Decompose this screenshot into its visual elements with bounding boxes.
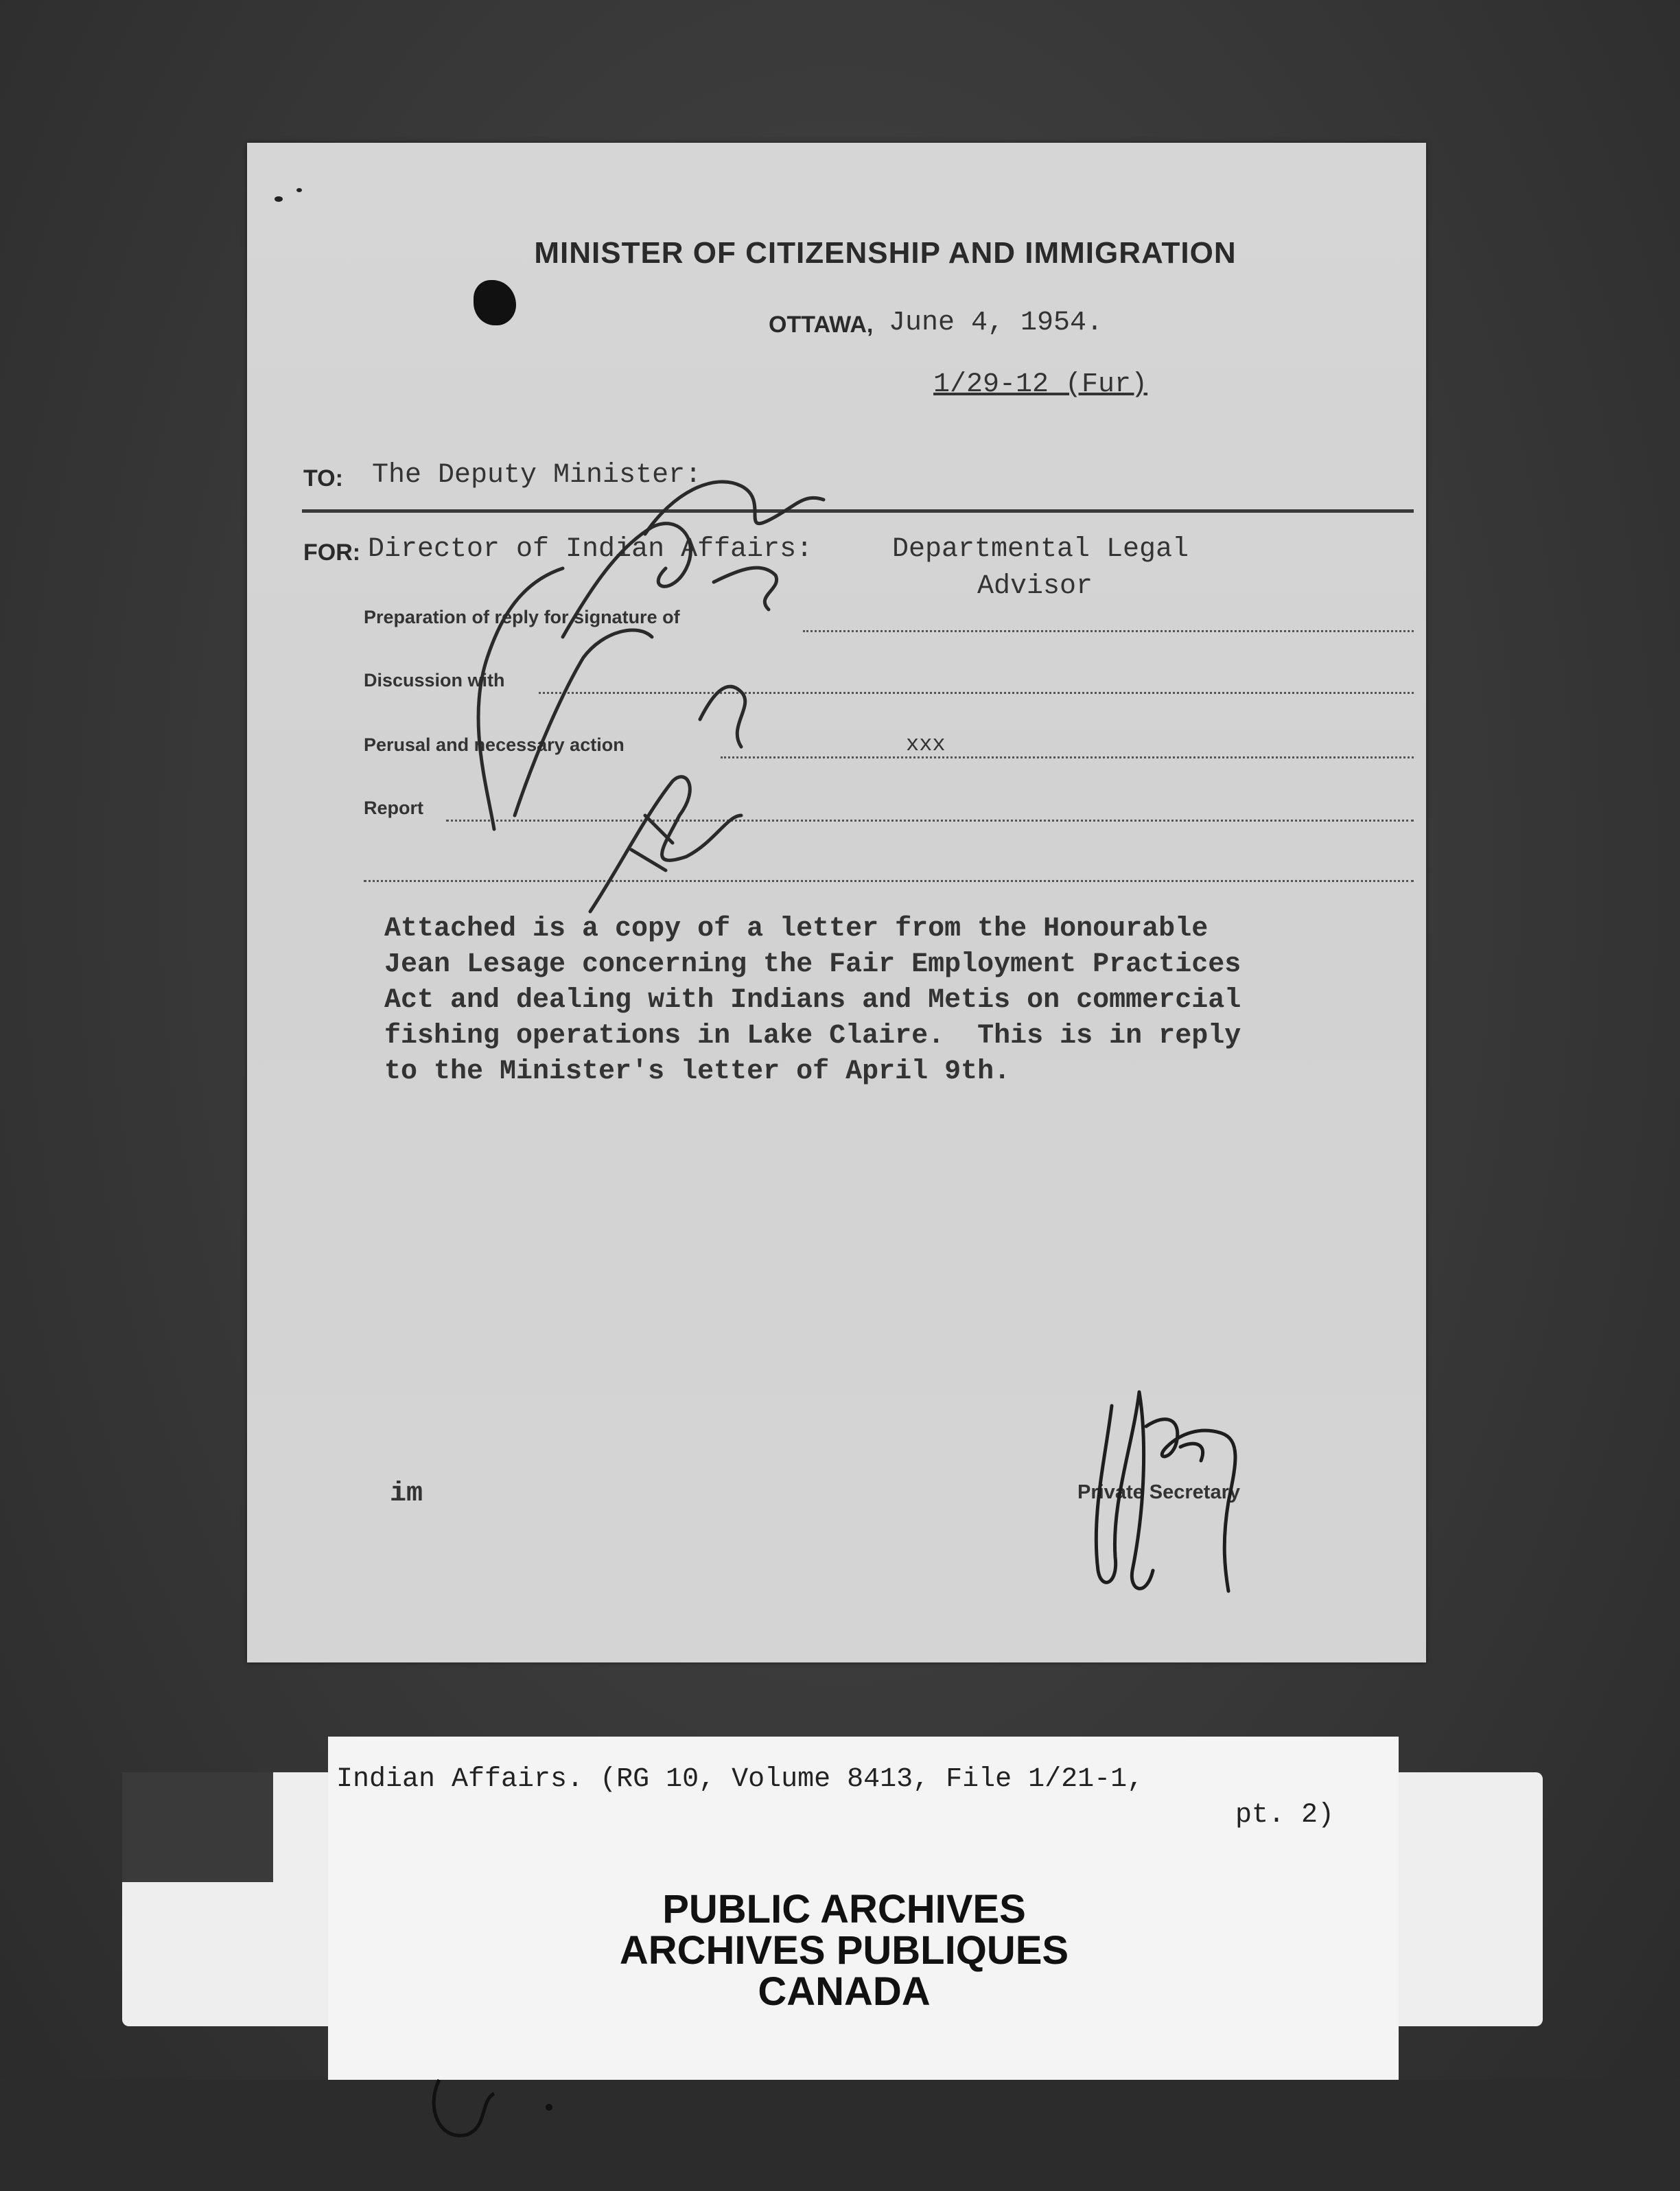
label-notch xyxy=(122,1772,273,1882)
form-item-perusal: Perusal and necessary action xyxy=(364,734,625,755)
archive-title-line: CANADA xyxy=(758,1969,931,2014)
letterhead-title: MINISTER OF CITIZENSHIP AND IMMIGRATION xyxy=(534,236,1237,270)
memo-sheet xyxy=(247,143,1426,1662)
file-reference: 1/29-12 (Fur) xyxy=(933,369,1148,400)
private-secretary-signature xyxy=(1064,1365,1270,1612)
place-label: OTTAWA, xyxy=(769,312,874,338)
to-value: The Deputy Minister: xyxy=(372,460,702,491)
body-line: Jean Lesage concerning the Fair Employment Practices xyxy=(384,949,1241,980)
film-scratch-mark xyxy=(412,2066,618,2162)
archive-reference-part: pt. 2) xyxy=(1235,1800,1335,1831)
perusal-mark: xxx xyxy=(906,732,946,757)
for-value: Director of Indian Affairs: xyxy=(368,534,813,565)
archive-title-line: ARCHIVES PUBLIQUES xyxy=(619,1928,1069,1973)
memo-date: June 4, 1954. xyxy=(889,308,1104,338)
archive-stamp-title xyxy=(522,1889,1167,2013)
typist-initials: im xyxy=(390,1479,423,1509)
for-label: FOR: xyxy=(303,540,361,566)
dust-speck xyxy=(296,188,302,192)
form-line xyxy=(803,630,1414,632)
to-label: TO: xyxy=(303,465,343,491)
handwritten-annotation xyxy=(357,431,837,966)
form-item-report: Report xyxy=(364,798,423,818)
body-line: Act and dealing with Indians and Metis on commercial xyxy=(384,985,1241,1016)
body-line: fishing operations in Lake Claire. This is in reply xyxy=(384,1021,1241,1052)
ink-blot xyxy=(474,280,516,325)
body-line: Attached is a copy of a letter from the Honourable xyxy=(384,914,1209,944)
archive-title-line: PUBLIC ARCHIVES xyxy=(662,1887,1026,1932)
for-value-secondary-2: Advisor xyxy=(977,571,1093,602)
form-item-discussion: Discussion with xyxy=(364,670,505,691)
for-value-secondary: Departmental Legal xyxy=(892,534,1189,565)
dust-speck xyxy=(275,196,283,202)
film-edge xyxy=(0,2080,1680,2191)
form-item-preparation: Preparation of reply for signature of xyxy=(364,607,680,627)
signature-title: Private Secretary xyxy=(1077,1481,1240,1503)
body-line: to the Minister's letter of April 9th. xyxy=(384,1056,1011,1087)
archive-reference: Indian Affairs. (RG 10, Volume 8413, File 1/21-1, xyxy=(336,1764,1144,1795)
